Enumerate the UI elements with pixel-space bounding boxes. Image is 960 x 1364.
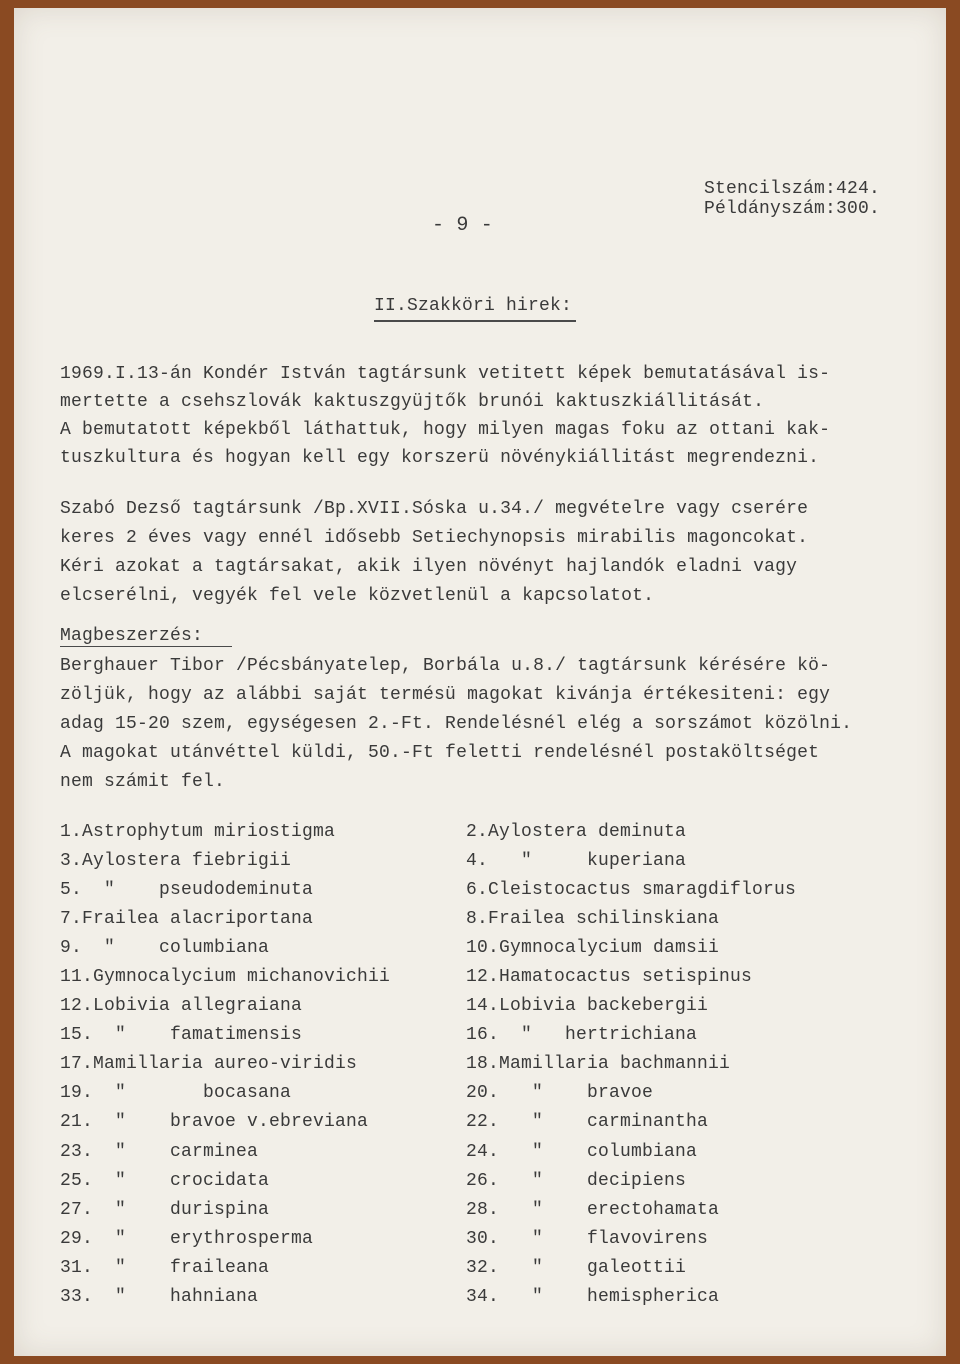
- seed-item: 17.Mamillaria aureo-viridis: [60, 1054, 358, 1074]
- seed-item: 25. " crocidata: [60, 1171, 270, 1191]
- paragraph-line: tuszkultura és hogyan kell egy korszerü növénykiállitást megrendezni.: [60, 448, 820, 468]
- paragraph-line: keres 2 éves vagy ennél idősebb Setiechynopsis mirabilis magoncokat.: [60, 528, 809, 548]
- seed-item: 10.Gymnocalycium damsii: [466, 938, 720, 958]
- paragraph-line: elcserélni, vegyék fel vele közvetlenül a kapcsolatot.: [60, 586, 655, 606]
- seed-item: 7.Frailea alacriportana: [60, 909, 314, 929]
- seed-item: 6.Cleistocactus smaragdiflorus: [466, 880, 797, 900]
- paragraph-line: 1969.I.13-án Kondér István tagtársunk vetitett képek bemutatásával is-: [60, 364, 831, 384]
- seed-item: 31. " fraileana: [60, 1258, 270, 1278]
- seed-item: 26. " decipiens: [466, 1171, 687, 1191]
- seed-item: 27. " durispina: [60, 1200, 270, 1220]
- document-page: [14, 8, 946, 1356]
- seed-item: 1.Astrophytum miriostigma: [60, 822, 336, 842]
- paragraph-line: A magokat utánvéttel küldi, 50.-Ft feletti rendelésnél postaköltséget: [60, 743, 820, 763]
- paragraph-line: mertette a csehszlovák kaktuszgyüjtők brunói kaktuszkiállitását.: [60, 392, 765, 412]
- seed-item: 22. " carminantha: [466, 1112, 709, 1132]
- paragraph-line: Kéri azokat a tagtársakat, akik ilyen növényt hajlandók eladni vagy: [60, 557, 798, 577]
- seed-item: 3.Aylostera fiebrigii: [60, 851, 292, 871]
- seed-item: 24. " columbiana: [466, 1142, 698, 1162]
- paragraph-line: A bemutatott képekből láthattuk, hogy milyen magas foku az ottani kak-: [60, 420, 831, 440]
- seed-item: 11.Gymnocalycium michanovichii: [60, 967, 391, 987]
- seed-item: 9. " columbiana: [60, 938, 270, 958]
- section-title: II.Szakköri hirek:: [374, 296, 573, 316]
- seed-item: 28. " erectohamata: [466, 1200, 720, 1220]
- seed-item: 4. " kuperiana: [466, 851, 687, 871]
- stencil-number: Stencilszám:424.: [704, 179, 881, 199]
- seed-item: 29. " erythrosperma: [60, 1229, 314, 1249]
- seed-item: 32. " galeottii: [466, 1258, 687, 1278]
- seed-item: 18.Mamillaria bachmannii: [466, 1054, 731, 1074]
- page-number: - 9 -: [432, 214, 494, 237]
- seed-item: 33. " hahniana: [60, 1287, 259, 1307]
- seed-item: 30. " flavovirens: [466, 1229, 709, 1249]
- seed-item: 5. " pseudodeminuta: [60, 880, 314, 900]
- seed-item: 20. " bravoe: [466, 1083, 654, 1103]
- seed-purchase-underline: [60, 646, 232, 647]
- paragraph-line: Berghauer Tibor /Pécsbányatelep, Borbála u.8./ tagtársunk kérésére kö-: [60, 656, 831, 676]
- seed-item: 8.Frailea schilinskiana: [466, 909, 720, 929]
- section-title-underline: [374, 320, 576, 322]
- seed-item: 14.Lobivia backebergii: [466, 996, 709, 1016]
- seed-purchase-heading: Magbeszerzés:: [60, 626, 204, 646]
- seed-item: 23. " carminea: [60, 1142, 259, 1162]
- paragraph-line: Szabó Dezső tagtársunk /Bp.XVII.Sóska u.34./ megvételre vagy cserére: [60, 499, 809, 519]
- paragraph-line: adag 15-20 szem, egységesen 2.-Ft. Rendelésnél elég a sorszámot közölni.: [60, 714, 853, 734]
- paragraph-line: nem számit fel.: [60, 772, 226, 792]
- seed-item: 21. " bravoe v.ebreviana: [60, 1112, 369, 1132]
- seed-item: 12.Lobivia allegraiana: [60, 996, 303, 1016]
- paragraph-line: zöljük, hogy az alábbi saját termésü magokat kivánja értékesiteni: egy: [60, 685, 831, 705]
- seed-item: 15. " famatimensis: [60, 1025, 303, 1045]
- seed-item: 34. " hemispherica: [466, 1287, 720, 1307]
- seed-item: 2.Aylostera deminuta: [466, 822, 687, 842]
- seed-item: 12.Hamatocactus setispinus: [466, 967, 753, 987]
- copy-count: Példányszám:300.: [704, 199, 881, 219]
- seed-item: 16. " hertrichiana: [466, 1025, 698, 1045]
- seed-item: 19. " bocasana: [60, 1083, 292, 1103]
